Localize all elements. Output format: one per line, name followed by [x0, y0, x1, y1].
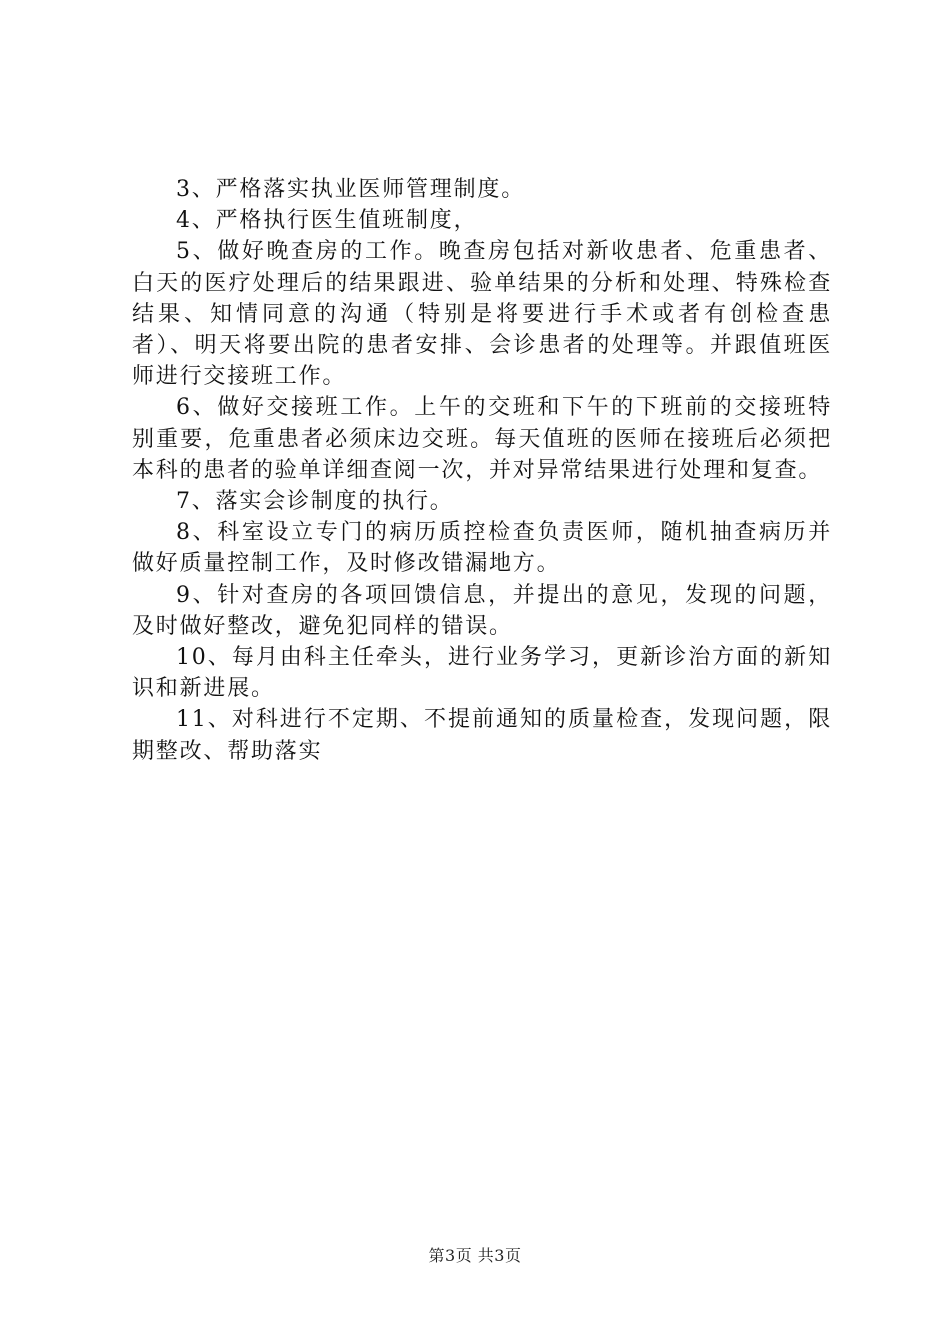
- paragraph-item-4: 4、严格执行医生值班制度，: [176, 208, 478, 234]
- page-number-footer: 第3页 共3页: [428, 1246, 522, 1265]
- paragraph-item-5: 5、做好晚查房的工作。晚查房包括对新收患者、危重患者、白天的医疗处理后的结果跟进、验单结果的分析和处理、特殊检查结果、知情同意的沟通（特别是将要进行手术或者有创检查患者）、明天将要出院的患者安排、会诊患者的处理等。并跟值班医师进行交接班工作。: [132, 239, 832, 390]
- paragraph-item-9: 9、针对查房的各项回馈信息，并提出的意见，发现的问题，及时做好整改，避免犯同样的错误。: [132, 582, 832, 639]
- paragraph-item-10: 10、每月由科主任牵头，进行业务学习，更新诊治方面的新知识和新进展。: [132, 645, 832, 702]
- paragraph-item-7: 7、落实会诊制度的执行。: [176, 489, 454, 515]
- paragraph-item-6: 6、做好交接班工作。上午的交班和下午的下班前的交接班特别重要，危重患者必须床边交班。每天值班的医师在接班后必须把本科的患者的验单详细查阅一次，并对异常结果进行处理和复查。: [132, 395, 832, 483]
- document-body: [132, 174, 832, 767]
- paragraph-item-8: 8、科室设立专门的病历质控检查负责医师，随机抽查病历并做好质量控制工作，及时修改错漏地方。: [132, 520, 832, 577]
- paragraph-item-3: 3、严格落实执业医师管理制度。: [176, 177, 525, 202]
- paragraph-item-11: 11、对科进行不定期、不提前通知的质量检查，发现问题，限期整改、帮助落实: [132, 707, 832, 764]
